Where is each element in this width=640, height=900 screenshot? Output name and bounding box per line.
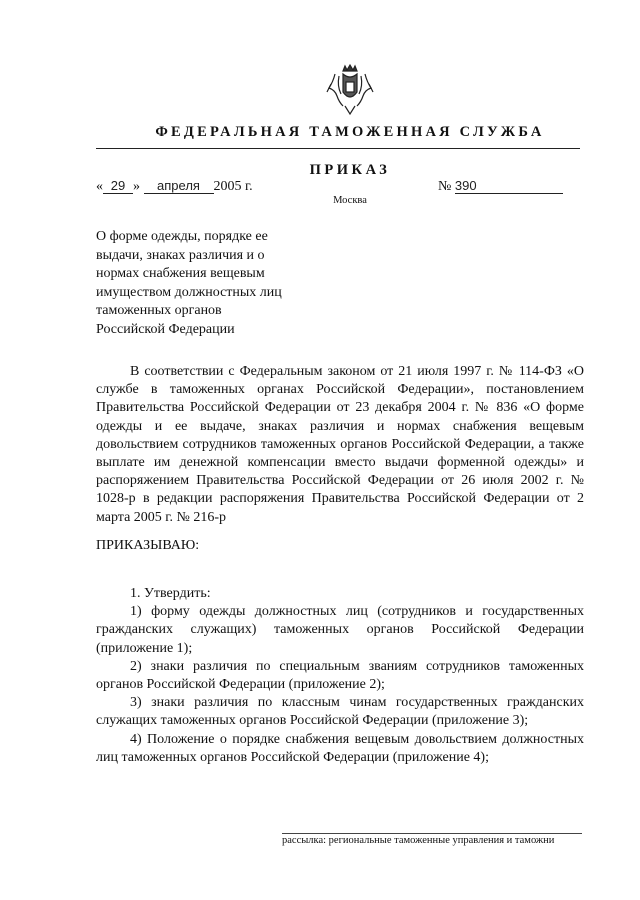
- order-item: 1. Утвердить:: [130, 586, 211, 601]
- order-item: 2) знаки различия по специальным званиям сотрудников таможенных органов Российской Федерации (приложение 2);: [96, 658, 584, 693]
- agency-title: ФЕДЕРАЛЬНАЯ ТАМОЖЕННАЯ СЛУЖБА: [155, 124, 545, 140]
- subject-line: таможенных органов: [96, 303, 222, 318]
- footer-divider: [282, 833, 582, 834]
- date-close-quote: »: [133, 179, 140, 194]
- order-item: 4) Положение о порядке снабжения вещевым довольствием должностных лиц таможенных органов Российской Федерации (приложение 4);: [96, 731, 584, 765]
- header-divider: [96, 148, 580, 149]
- order-date: [96, 178, 253, 195]
- subject-line: нормах снабжения вещевым: [96, 266, 265, 281]
- date-year: 2005 г.: [213, 179, 253, 194]
- number-label: №: [438, 179, 452, 194]
- date-month: апреля: [144, 178, 214, 194]
- subject-line: Российской Федерации: [96, 321, 235, 337]
- city: Москва: [333, 195, 367, 206]
- order-item: 3) знаки различия по классным чинам государственных гражданских служащих таможенных органов Российской Федерации (приложение 3);: [96, 695, 584, 729]
- document-type: ПРИКАЗ: [309, 162, 391, 178]
- subject-line: О форме одежды, порядке ее: [96, 229, 268, 244]
- number-value: 390: [455, 178, 563, 194]
- distribution-note: рассылка: региональные таможенные управления и таможни: [282, 835, 555, 846]
- order-item: 1) форму одежды должностных лиц (сотрудников и государственных гражданских служащих) таможенных органов Российской Федерации (приложение 1);: [96, 604, 584, 656]
- order-subject: [96, 228, 296, 339]
- subject-line: имуществом должностных лиц: [96, 284, 282, 300]
- order-items: [96, 585, 584, 767]
- subject-line: выдачи, знаках различия и о: [96, 247, 265, 263]
- order-word: ПРИКАЗЫВАЮ:: [96, 538, 200, 553]
- order-number: [438, 178, 563, 195]
- date-open-quote: «: [96, 179, 103, 194]
- coat-of-arms-icon: [325, 62, 375, 116]
- preamble-paragraph: В соответствии с Федеральным законом от 21 июля 1997 г. № 114-ФЗ «О службе в таможенных органах Российской Федерации», постановлением Правительства Российской Федерации от 23 декабря 2004 г. № 836 «О форме одежды и ее выдаче, знаках различия и нормах снабжения вещевым довольствием сотрудников таможенных органов Российской Федерации, а также выплате им денежной компенсации вместо выдачи форменной одежды» и распоряжением Правительства Российской Федерации от 26 июля 2002 г. № 1028-р в редакции распоряжения Правительства Российской Федерации от 2 марта 2005 г. № 216-р: [96, 364, 584, 525]
- date-day: 29: [103, 178, 133, 194]
